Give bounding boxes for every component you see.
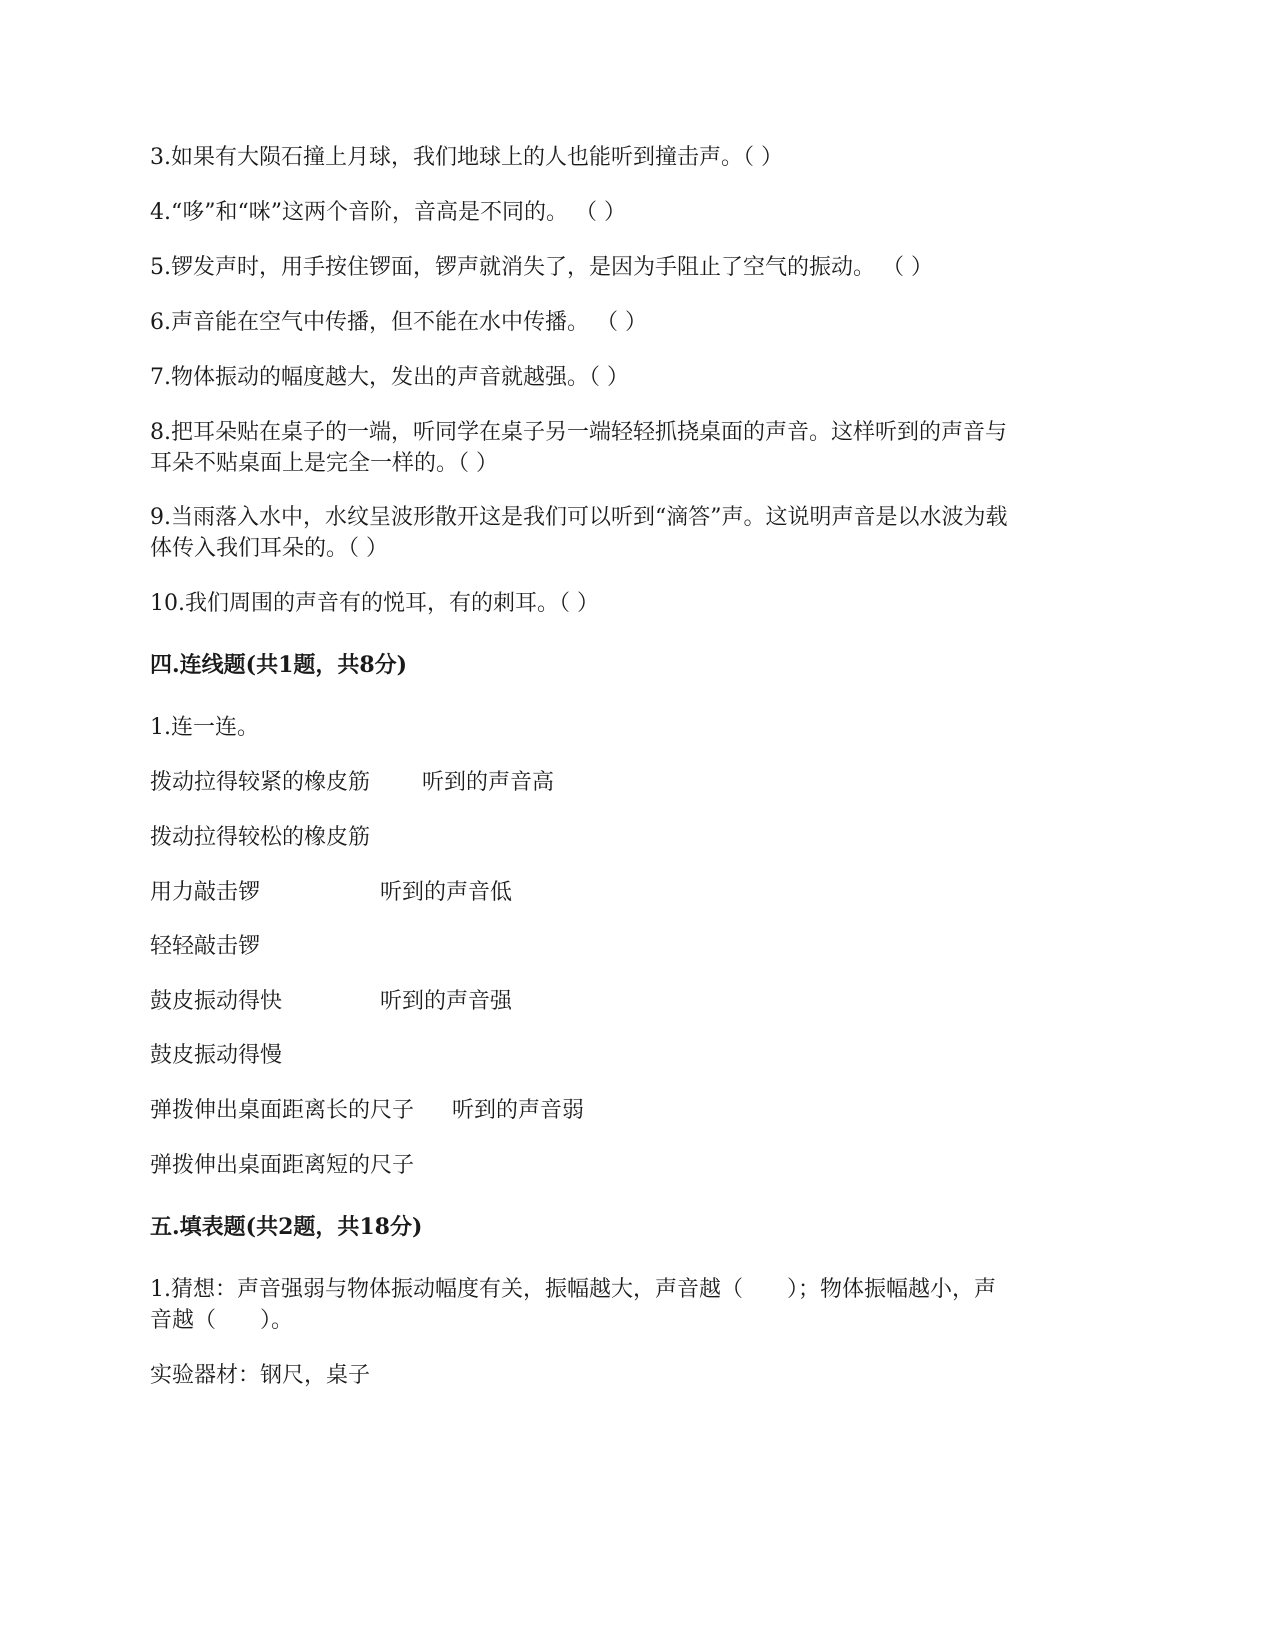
matching-row [150,876,1120,909]
question-7: 7.物体振动的幅度越大，发出的声音就越强。（ ） [150,365,629,390]
question-9-line-1: 9.当雨落入水中，水纹呈波形散开这是我们可以听到“滴答”声。这说明声音是以水波为载 [150,505,1008,530]
matching-right-item: 听到的声音低 [380,880,513,905]
matching-row [150,985,1120,1018]
question-9-line-2: 体传入我们耳朵的。（ ） [150,536,388,561]
question-8-line-2: 耳朵不贴桌面上是完全一样的。（ ） [150,451,498,476]
matching-row [150,821,1120,854]
matching-row [150,1094,1120,1127]
question-3: 3.如果有大陨石撞上月球，我们地球上的人也能听到撞击声。（ ） [150,145,783,170]
matching-left-item: 轻轻敲击锣 [150,934,261,959]
matching-row [150,766,1120,799]
matching-row [150,930,1120,963]
section-4-heading: 四.连线题(共1题，共8分) [150,652,408,678]
matching-left-item: 鼓皮振动得快 [150,989,283,1014]
fill-question-1-line-1: 1.猜想：声音强弱与物体振动幅度有关，振幅越大，声音越（ ）；物体振幅越小，声 [150,1277,996,1302]
matching-right-item: 听到的声音高 [422,770,555,795]
matching-left-item: 弹拨伸出桌面距离长的尺子 [150,1098,415,1123]
matching-question-1: 1.连一连。 [150,715,259,740]
section-5-heading: 五.填表题(共2题，共18分) [150,1214,423,1240]
matching-left-item: 弹拨伸出桌面距离短的尺子 [150,1153,415,1178]
question-10: 10.我们周围的声音有的悦耳，有的刺耳。（ ） [150,591,599,616]
matching-right-item: 听到的声音弱 [452,1098,585,1123]
question-5: 5.锣发声时，用手按住锣面，锣声就消失了，是因为手阻止了空气的振动。 （ ） [150,255,933,280]
question-4: 4.“哆”和“咪”这两个音阶，音高是不同的。 （ ） [150,200,626,225]
experiment-materials: 实验器材：钢尺，桌子 [150,1363,371,1388]
matching-left-item: 鼓皮振动得慢 [150,1043,283,1068]
question-6: 6.声音能在空气中传播，但不能在水中传播。 （ ） [150,310,647,335]
question-8-line-1: 8.把耳朵贴在桌子的一端，听同学在桌子另一端轻轻抓挠桌面的声音。这样听到的声音与 [150,420,1007,445]
matching-row [150,1039,1120,1072]
fill-question-1-line-2: 音越（ ）。 [150,1308,294,1333]
matching-left-item: 拨动拉得较松的橡皮筋 [150,825,371,850]
matching-left-item: 用力敲击锣 [150,880,261,905]
matching-left-item: 拨动拉得较紧的橡皮筋 [150,770,371,795]
matching-row [150,1149,1120,1182]
matching-right-item: 听到的声音强 [380,989,513,1014]
